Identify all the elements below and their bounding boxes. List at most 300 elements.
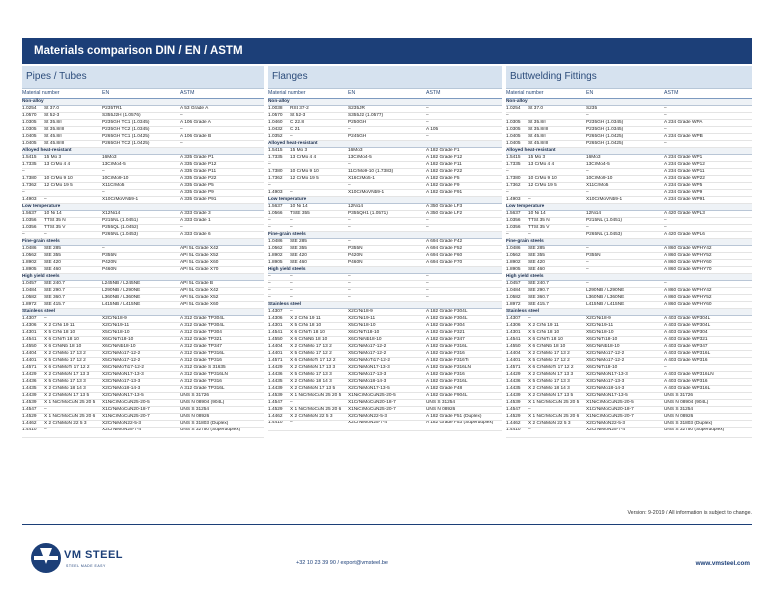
din-grade: C 22.8 <box>290 120 304 125</box>
astm-grade: A 333 Grade 1 <box>180 218 211 223</box>
table-row <box>506 190 752 197</box>
astm-grade: UNS S 31726 <box>664 393 694 398</box>
en-grade: X2CrNiMoN22-5-3 <box>102 421 142 426</box>
astm-grade: – <box>180 141 183 146</box>
astm-grade: A 234 Grade WP1 <box>664 155 703 160</box>
astm-grade: A 105 <box>426 127 439 132</box>
din-grade: St 52-3 <box>44 113 60 118</box>
section-header-row <box>268 197 502 204</box>
en-grade: X5CrNiMo17-12-2 <box>586 358 625 363</box>
table-row <box>506 211 752 218</box>
astm-grade: – <box>664 365 667 370</box>
en-grade: X10CrMoVNb9-1 <box>586 197 623 202</box>
astm-grade: UNS N 08926 <box>180 414 210 419</box>
en-grade: – <box>102 246 105 251</box>
material-number: 1.0582 <box>22 295 37 300</box>
en-grade: – <box>348 274 351 279</box>
table-row <box>506 232 752 239</box>
material-number: 1.4547 <box>22 407 37 412</box>
material-number: 1.4550 <box>22 344 37 349</box>
en-grade: X1CrNiMoCuN20-18-7 <box>586 407 634 412</box>
astm-grade: – <box>426 134 429 139</box>
din-grade: St 35.8/III <box>44 127 65 132</box>
astm-grade: – <box>426 295 429 300</box>
astm-grade: A 182 Grade F1 <box>426 148 460 153</box>
en-grade: X6CrNiTi18-10 <box>586 337 618 342</box>
material-number: 1.4410 <box>506 428 521 432</box>
table-row <box>268 169 502 176</box>
material-number: 1.4571 <box>22 365 37 370</box>
en-grade: P255QL (1.0452) <box>102 225 139 230</box>
en-grade: – <box>586 260 589 265</box>
astm-grade: – <box>664 281 667 286</box>
col-header-astm: ASTM <box>180 90 195 96</box>
material-number: – <box>506 190 509 195</box>
material-number: – <box>506 113 509 118</box>
din-grade: 12 CrMo 19 5 <box>290 176 319 181</box>
din-grade: X 5 CrNi 18 10 <box>528 330 560 335</box>
table-row <box>268 421 502 431</box>
material-number: 1.0562 <box>506 253 521 258</box>
en-grade: 13CrMo4-5 <box>102 162 126 167</box>
din-grade: 13 CrMo 4 4 <box>528 162 555 167</box>
din-grade: X 6 CrNiMoTi 17 12 2 <box>290 358 336 363</box>
footer-divider <box>22 524 752 525</box>
section-header-row <box>506 148 752 155</box>
en-grade: L290NB / L290NE <box>586 288 625 293</box>
astm-grade: A 335 Grade P9 <box>180 190 214 195</box>
table-row <box>506 400 752 407</box>
din-grade: 13 CrMo 4 4 <box>44 162 71 167</box>
astm-grade: A 860 Grade WPHY52 <box>664 295 712 300</box>
din-grade: X 6 CrNiTi 18 10 <box>290 330 325 335</box>
material-number: 1.7362 <box>22 183 37 188</box>
material-number: 1.5637 <box>22 211 37 216</box>
material-number: – <box>268 225 271 230</box>
table-row <box>268 183 502 190</box>
din-grade: – <box>290 274 293 279</box>
column-headers <box>268 89 502 99</box>
astm-grade: A 335 Grade P91 <box>180 197 217 202</box>
en-grade: L415NB / L415NE <box>102 302 141 307</box>
din-grade: X 2 CrNiMoN 17 13 3 <box>44 372 90 377</box>
din-grade: TTSt 35 N <box>44 218 66 223</box>
material-number: 1.4462 <box>506 421 521 426</box>
en-grade: 16Mo3 <box>586 155 601 160</box>
din-grade: X 6 CrNiMoTi 17 12 2 <box>528 365 574 370</box>
astm-grade: A 234 Grade WP5 <box>664 183 703 188</box>
material-number: 1.0570 <box>22 113 37 118</box>
en-grade: X2CrNi19-11 <box>348 316 376 321</box>
astm-grade: – <box>426 225 429 230</box>
astm-grade: A 860 Grade WPHY70 <box>664 267 712 272</box>
material-number: 1.8905 <box>22 267 37 272</box>
material-number: 1.5415 <box>268 148 283 153</box>
en-grade: S355J2H (1.0576) <box>102 113 141 118</box>
din-grade: – <box>528 407 531 412</box>
din-grade: StE 285 <box>528 246 545 251</box>
en-grade: P420N <box>102 260 117 265</box>
table-row <box>22 421 264 428</box>
table-row <box>506 379 752 386</box>
material-number: 1.0254 <box>22 106 37 111</box>
material-number: 1.5415 <box>506 155 521 160</box>
material-number: 1.4539 <box>268 393 283 398</box>
table-row <box>506 106 752 113</box>
table-row <box>506 197 752 204</box>
material-number: 1.4404 <box>506 351 521 356</box>
col-header-material: Material number <box>268 90 306 96</box>
din-grade: St 45.8/III <box>44 141 65 146</box>
col-header-en: EN <box>586 90 594 96</box>
din-grade: X 1 NiCrMoCuN 25 20 6 <box>290 407 342 412</box>
din-grade: X 1 NiCrMoCuN 25 20 5 <box>290 393 342 398</box>
section-label: Alloyed heat-resistant <box>268 141 318 146</box>
din-grade: X 1 NiCrMoCuN 25 20 6 <box>528 414 580 419</box>
material-number: 1.4550 <box>506 344 521 349</box>
astm-grade: UNS S 31803 (Duplex) <box>180 421 229 426</box>
website-link[interactable]: www.vmsteel.com <box>695 560 750 567</box>
material-number: 1.0254 <box>506 106 521 111</box>
en-grade: P215NL (1.0451) <box>102 218 139 223</box>
din-grade: – <box>44 197 47 202</box>
din-grade: StE 420 <box>528 260 545 265</box>
din-grade: – <box>290 281 293 286</box>
en-grade: X6CrNiNb18-10 <box>102 344 136 349</box>
din-grade: St 35.8/I <box>44 120 62 125</box>
table-row <box>268 400 502 407</box>
table-row <box>22 428 264 438</box>
material-number: 1.4435 <box>22 386 37 391</box>
din-grade: X 2 CrNiMoN 17 13 5 <box>44 393 90 398</box>
astm-grade: UNS N 08904 (904L) <box>180 400 225 405</box>
table-row <box>506 183 752 190</box>
table-row <box>22 169 264 176</box>
panel-title: Pipes / Tubes <box>22 66 264 89</box>
table-row <box>22 358 264 365</box>
section-header-row <box>506 99 752 106</box>
en-grade: S235 <box>586 106 598 111</box>
astm-grade: A 860 Grade WPHY60 <box>664 302 712 307</box>
en-grade: 16Mo3 <box>102 155 117 160</box>
table-row <box>506 225 752 232</box>
en-grade: X3CrNiMo17-13-3 <box>586 379 625 384</box>
astm-grade: A 234 Grade WP22 <box>664 176 705 181</box>
din-grade: 15 Mo 3 <box>44 155 62 160</box>
din-grade: StE 415.7 <box>44 302 65 307</box>
astm-grade: API 5L Grade X52 <box>180 253 219 258</box>
din-grade: TTSt 35 V <box>528 225 550 230</box>
material-number: 1.5415 <box>22 155 37 160</box>
table-row <box>506 260 752 267</box>
en-grade: S235JR <box>348 106 365 111</box>
material-number: 1.8902 <box>22 260 37 265</box>
astm-grade: A 106 Grade A <box>180 120 211 125</box>
section-header-row <box>268 302 502 309</box>
section-label: Fine-grain steels <box>22 239 60 244</box>
section-label: High yield steels <box>22 274 60 279</box>
material-number: 1.0405 <box>22 134 37 139</box>
table-row <box>22 183 264 190</box>
table-row <box>268 337 502 344</box>
din-grade: X 2 CrNiMoN 22 5 3 <box>44 421 87 426</box>
astm-grade: A 350 Grade LF3 <box>426 204 463 209</box>
en-grade: – <box>102 169 105 174</box>
page-title: Materials comparison DIN / EN / ASTM <box>34 45 243 57</box>
din-grade: X 2 CrNi 19 11 <box>44 323 75 328</box>
table-row <box>22 155 264 162</box>
table-row <box>22 323 264 330</box>
material-number: 1.4529 <box>22 414 37 419</box>
table-row <box>268 162 502 169</box>
table-row <box>268 120 502 127</box>
astm-grade: API 5L Grade X42 <box>180 246 219 251</box>
din-grade: St 52-3 <box>290 113 306 118</box>
en-grade: – <box>586 281 589 286</box>
table-row <box>268 407 502 414</box>
en-grade: X5CrNi18-10 <box>348 323 376 328</box>
material-number: 1.4429 <box>22 372 37 377</box>
material-number: 1.4547 <box>506 407 521 412</box>
astm-grade: API 5L Grade X52 <box>180 295 219 300</box>
astm-grade: A 312 Grade TP304L <box>180 316 225 321</box>
din-grade: X 1 NiCrMoCuN 25 20 5 <box>44 400 96 405</box>
astm-grade: UNS S 31254 <box>426 400 456 405</box>
din-grade <box>528 169 586 175</box>
material-number: 1.4539 <box>22 400 37 405</box>
column-headers <box>506 89 752 99</box>
material-number: 1.0405 <box>506 141 521 146</box>
astm-grade: A 182 Grade F316Ti <box>426 358 469 363</box>
en-grade: X2CrNiMo18-14-3 <box>348 379 387 384</box>
table-row <box>22 260 264 267</box>
table-row <box>268 323 502 330</box>
din-grade: X 2 CrNi 19 11 <box>528 323 559 328</box>
astm-grade: A 694 Grade F60 <box>426 253 463 258</box>
astm-grade: UNS S 31726 <box>180 393 210 398</box>
section-header-row <box>506 204 752 211</box>
din-grade: 15 Mo 3 <box>290 148 308 153</box>
table-row <box>268 211 502 218</box>
din-grade: 10 Ni 14 <box>44 211 62 216</box>
din-grade: – <box>290 134 293 139</box>
astm-grade: A 182 Grade F904L <box>426 393 468 398</box>
din-grade: C 21 <box>290 127 301 132</box>
astm-grade: A 403 Grade WP321 <box>664 337 708 342</box>
din-grade: StE 290.7 <box>44 288 65 293</box>
astm-grade: – <box>426 113 429 118</box>
din-grade: 10 CrMo 9 10 <box>528 176 557 181</box>
material-number: 1.0457 <box>506 281 521 286</box>
panel-flanges <box>268 66 502 431</box>
en-grade: P460N <box>348 260 363 265</box>
en-grade: X2CrNiMoN17-13-5 <box>102 393 144 398</box>
din-grade: – <box>44 428 47 432</box>
table-row <box>268 218 502 225</box>
table-row <box>506 113 752 120</box>
material-number: 1.0356 <box>506 225 521 230</box>
material-number: 1.4301 <box>506 330 521 335</box>
en-grade: X10CrMoVNb9-1 <box>102 197 139 202</box>
en-grade: X2CrNiMoN22-5-3 <box>348 414 388 419</box>
en-grade: – <box>348 288 351 293</box>
section-header-row <box>268 141 502 148</box>
astm-grade: A 182 Grade F316 <box>426 351 465 356</box>
din-grade: X 5 CrNi 18 10 <box>290 323 322 328</box>
din-grade: X 5 CrNiMo 17 12 2 <box>44 358 86 363</box>
astm-grade: A 182 Grade F321 <box>426 330 465 335</box>
astm-grade: A 182 Grade F304 <box>426 323 465 328</box>
section-header-row <box>22 309 264 316</box>
astm-grade: A 312 Grade TP316LN <box>180 372 228 377</box>
material-number: 1.4903 <box>506 197 521 202</box>
table-row <box>22 330 264 337</box>
din-grade <box>290 183 348 189</box>
en-grade: X2CrNiMo17-12-2 <box>102 351 141 356</box>
astm-grade: A 234 Grade WPB <box>664 134 703 139</box>
table-row <box>22 372 264 379</box>
table-row <box>22 316 264 323</box>
en-grade: P235GH TC2 (1.0345) <box>102 127 150 132</box>
material-number: 1.4439 <box>506 393 521 398</box>
astm-grade: A 335 Grade P12 <box>180 162 217 167</box>
material-number: – <box>268 274 271 279</box>
en-grade: X2CrNiMoN22-5-3 <box>586 421 626 426</box>
table-row <box>506 155 752 162</box>
material-number: 1.4410 <box>268 421 283 425</box>
table-row <box>22 386 264 393</box>
material-number: 1.8972 <box>22 302 37 307</box>
material-number: 1.4301 <box>22 330 37 335</box>
din-grade: RSt 37-2 <box>290 106 309 111</box>
din-grade: X 2 CrNiMoN 17 13 3 <box>528 372 574 377</box>
table-row <box>22 225 264 232</box>
en-grade: – <box>348 239 351 244</box>
material-number: 1.4541 <box>506 337 521 342</box>
table-row <box>268 134 502 141</box>
table-row <box>22 407 264 414</box>
en-grade: X1NiCrMoCuN25-20-5 <box>102 400 150 405</box>
din-grade: – <box>290 421 293 425</box>
material-number: 1.0582 <box>506 295 521 300</box>
table-row <box>22 197 264 204</box>
table-row <box>506 344 752 351</box>
en-grade: P265GH TC2 (1.0425) <box>102 141 150 146</box>
material-number: 1.0356 <box>22 218 37 223</box>
astm-grade: A 182 Grade F304L <box>426 316 468 321</box>
astm-grade: – <box>426 218 429 223</box>
astm-grade: A 182 Grade F91 <box>426 190 463 195</box>
material-number: 1.4401 <box>268 351 283 356</box>
en-grade: 13CrMo4-5 <box>348 155 372 160</box>
astm-grade: A 335 Grade P1 <box>180 155 214 160</box>
material-number: 1.8972 <box>506 302 521 307</box>
astm-grade: UNS N 08926 <box>426 407 456 412</box>
en-grade: X2CrNiMo18-14-3 <box>102 386 141 391</box>
astm-grade: A 403 Grade WP316 <box>664 358 708 363</box>
en-grade: P265NL (1.0453) <box>586 232 623 237</box>
en-grade: X1NiCrMoCuN25-20-7 <box>348 407 396 412</box>
en-grade: – <box>586 225 589 230</box>
astm-grade: A 694 Grade F42 <box>426 239 463 244</box>
din-grade: 10 CrMo 9 10 <box>44 176 73 181</box>
astm-grade: API 5L Grade X42 <box>180 288 219 293</box>
material-number: – <box>22 232 25 237</box>
en-grade: X6CrNiNb18-10 <box>348 337 382 342</box>
material-number: 1.8902 <box>268 253 283 258</box>
astm-grade: A 312 Grade S 31635 <box>180 365 226 370</box>
en-grade: X12Ni14 <box>102 211 121 216</box>
material-number: – <box>506 232 509 237</box>
en-grade: X1NiCrMoCuN25-20-5 <box>348 393 396 398</box>
en-grade: – <box>586 113 589 118</box>
astm-grade: A 234 Grade WP12 <box>664 162 705 167</box>
din-grade: X 6 CrNiNb 18 10 <box>290 337 328 342</box>
table-row <box>506 407 752 414</box>
material-number: 1.5637 <box>268 204 283 209</box>
table-row <box>22 127 264 134</box>
table-row <box>268 190 502 197</box>
table-row <box>268 330 502 337</box>
table-row <box>506 141 752 148</box>
astm-grade: UNS N 08926 <box>664 414 694 419</box>
din-grade: X 2 CrNiMo 18 14 3 <box>528 386 570 391</box>
table-row <box>506 316 752 323</box>
material-number: 1.8905 <box>506 267 521 272</box>
en-grade: P235TR1 <box>102 106 123 111</box>
table-row <box>22 120 264 127</box>
material-number: 1.0305 <box>22 127 37 132</box>
astm-grade: – <box>426 281 429 286</box>
table-row <box>22 281 264 288</box>
astm-grade: – <box>664 113 667 118</box>
en-grade: X2CrNiMo18-14-3 <box>586 386 625 391</box>
din-grade: 15 Mo 3 <box>528 155 546 160</box>
din-grade: St 45.8/III <box>528 141 549 146</box>
col-header-astm: ASTM <box>664 90 679 96</box>
en-grade: P265GH (1.0425) <box>586 141 624 146</box>
material-number: – <box>268 183 271 188</box>
section-header-row <box>268 99 502 106</box>
astm-grade: A 53 Grade A <box>180 106 209 111</box>
table-row <box>268 316 502 323</box>
en-grade: 13CrMo4-5 <box>586 162 610 167</box>
en-grade: P235GH (1.0345) <box>586 127 624 132</box>
en-grade: – <box>348 218 351 223</box>
en-grade: P355N <box>102 253 117 258</box>
astm-grade: A 182 Grade F12 <box>426 155 463 160</box>
din-grade: X 1 NiCrMoCuN 25 20 6 <box>44 414 96 419</box>
din-grade: X 2 CrNiMoN 22 5 3 <box>528 421 571 426</box>
en-grade: P420N <box>348 253 363 258</box>
din-grade <box>528 190 586 196</box>
table-row <box>506 358 752 365</box>
material-number: 1.4571 <box>506 365 521 370</box>
col-header-en: EN <box>102 90 110 96</box>
en-grade: 11CrMo9-10 (1.7383) <box>348 169 394 174</box>
table-row <box>22 106 264 113</box>
en-grade: – <box>348 183 351 188</box>
section-label: Alloyed heat-resistant <box>22 148 72 153</box>
material-number: 1.0405 <box>22 141 37 146</box>
table-row <box>22 414 264 421</box>
material-number: 1.4436 <box>506 379 521 384</box>
col-header-astm: ASTM <box>426 90 441 96</box>
en-grade: X1NiCrMoCuN25-20-7 <box>586 414 634 419</box>
en-grade: X2CrNiMoN17-13-3 <box>348 365 390 370</box>
material-number: 1.0038 <box>268 106 283 111</box>
en-grade: X11CrMo5 <box>102 183 125 188</box>
